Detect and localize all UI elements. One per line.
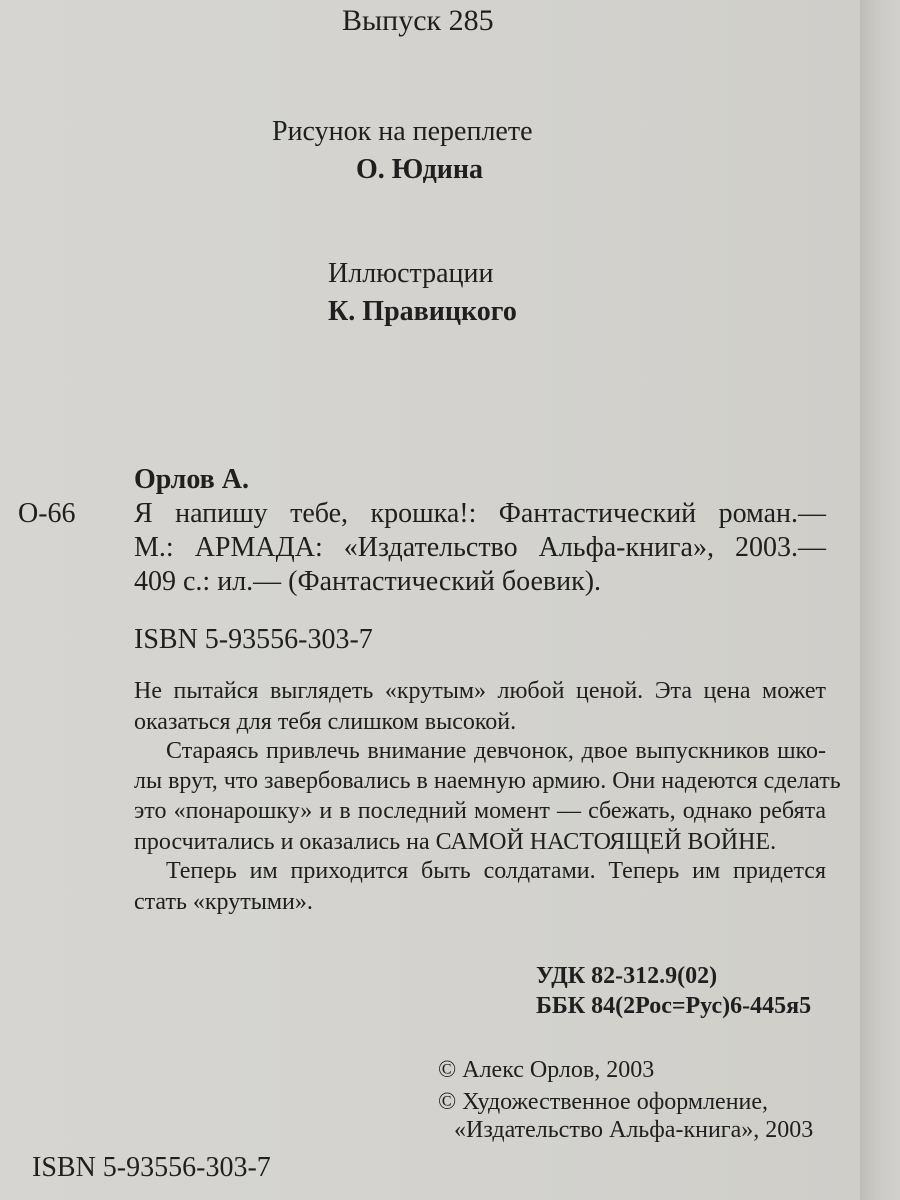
illustrations-label: Иллюстрации: [328, 258, 494, 289]
bbk-code: ББК 84(2Рос=Рус)6-445я5: [536, 993, 812, 1019]
cover-label: Рисунок на переплете: [272, 116, 533, 147]
annotation-line: Стараясь привлечь внимание девчонок, двое выпускников шко-: [166, 738, 826, 764]
annotation-line: оказаться для тебя слишком высокой.: [134, 709, 517, 735]
page-edge: [860, 0, 900, 1200]
cover-artist: О. Юдина: [356, 154, 484, 185]
catalog-pages-line: 409 с.: ил.— (Фантастический боевик).: [134, 566, 602, 597]
catalog-isbn: ISBN 5-93556-303-7: [134, 624, 373, 655]
copyright-design: © Художественное оформление,: [438, 1089, 769, 1115]
issue-number: Выпуск 285: [342, 4, 494, 37]
catalog-title-line: Я напишу тебе, крошка!: Фантастический роман.—: [134, 498, 826, 529]
udk-code: УДК 82-312.9(02): [536, 963, 718, 989]
annotation-line: Не пытайся выглядеть «крутым» любой ценой. Эта цена может: [134, 678, 826, 704]
copyright-author: © Алекс Орлов, 2003: [438, 1057, 655, 1083]
annotation-line: стать «крутыми».: [134, 889, 313, 915]
annotation-line: лы врут, что завербовались в наемную армию. Они надеются сделать: [134, 768, 841, 794]
illustrator: К. Правицкого: [328, 296, 517, 327]
footer-isbn: ISBN 5-93556-303-7: [32, 1152, 271, 1183]
catalog-author: Орлов А.: [134, 464, 250, 495]
copyright-publisher: «Издательство Альфа-книга», 2003: [454, 1117, 814, 1143]
catalog-publisher-line: М.: АРМАДА: «Издательство Альфа-книга», 2003.—: [134, 532, 826, 563]
catalog-code: О-66: [18, 498, 76, 529]
annotation-line: Теперь им приходится быть солдатами. Теперь им придется: [166, 858, 826, 884]
annotation-line: просчитались и оказались на САМОЙ НАСТОЯЩЕЙ ВОЙНЕ.: [134, 829, 777, 855]
annotation-line: это «понарошку» и в последний момент — сбежать, однако ребята: [134, 798, 826, 824]
